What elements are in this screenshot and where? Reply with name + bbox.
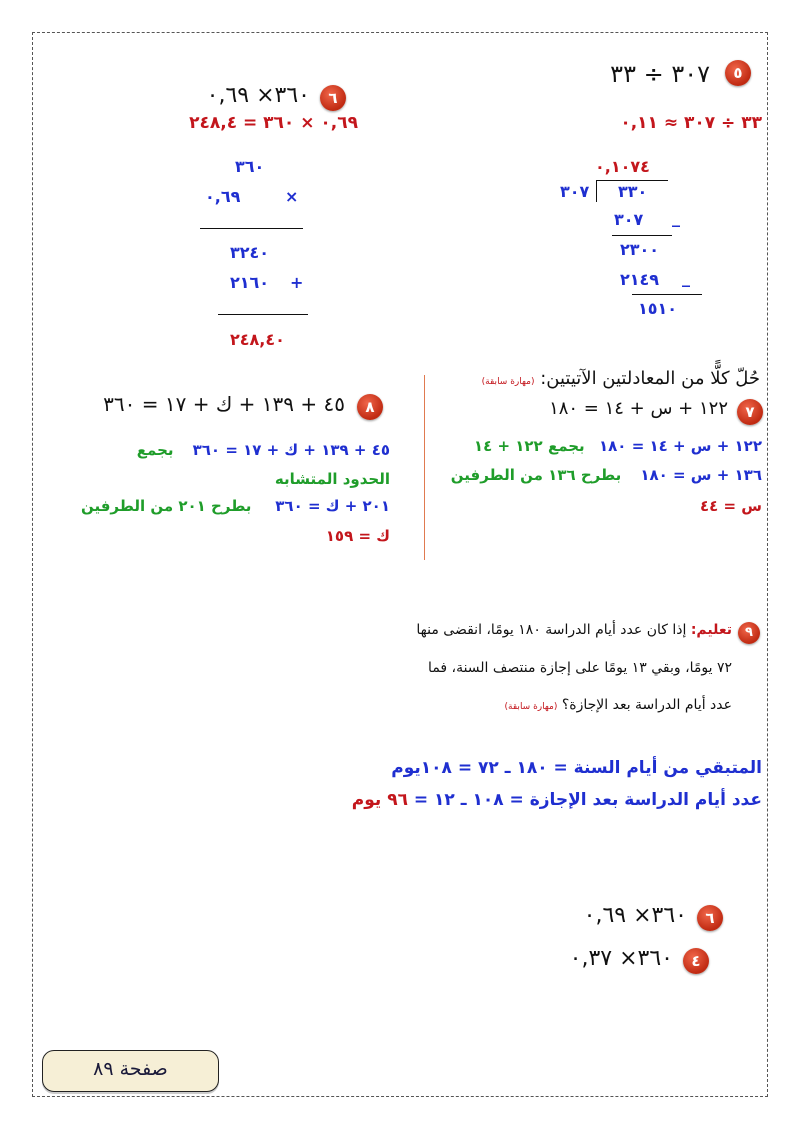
exercise-5-sub2: ٢١٤٩ [620,270,660,289]
exercise-5-problem: ٣٠٧ ÷ ٣٣ [610,60,710,88]
exercise-8-line1-note2: الحدود المتشابه [274,470,390,488]
exercise-8-line2-note: بطرح ٢٠١ من الطرفين [80,497,252,515]
exercise-7-badge: ٧ [737,399,763,425]
exercise-9-solution-1: المتبقي من أيام السنة = ١٨٠ ـ ٧٢ = ١٠٨يوم [391,758,762,778]
exercise-6-answer: ٠,٦٩ × ٣٦٠ = ٢٤٨,٤ [189,113,358,133]
exercise-5-answer: ٣٣ ÷ ٣٠٧ ≈ ٠,١١ [620,113,762,133]
exercise-6-problem: ٣٦٠× ٠,٦٩ [206,83,310,108]
exercise-5-line1 [612,235,672,236]
extra-6-expression: ٣٦٠× ٠,٦٩ [583,903,687,928]
exercise-5-sub1: ٣٠٧ [614,210,644,229]
exercise-5-line2 [632,294,702,295]
exercise-5-sub2-op: _ [682,268,690,287]
exercise-7-skill: (مهارة سابقة) [481,377,535,387]
exercise-9-line1-text: إذا كان عدد أيام الدراسة ١٨٠ يومًا، انقضى منها [416,622,687,638]
exercise-6-line2 [218,314,308,315]
column-divider [424,375,425,560]
exercise-5-rem1: ٢٣٠٠ [620,240,660,259]
exercise-8-line1 [137,441,390,459]
exercise-9-line1 [416,622,732,638]
exercise-6-p2-op: + [290,273,304,292]
exercise-7-line2-note: بطرح ١٣٦ من الطرفين [450,466,622,484]
exercise-7-heading-text: حُلّ كلًّا من المعادلتين الآتيتين: [540,368,760,389]
exercise-8-line2-math: ٢٠١ + ك = ٣٦٠ [275,497,390,515]
exercise-7-line2 [451,466,762,484]
exercise-8-line1-math: ٤٥ + ١٣٩ + ك + ١٧ = ٣٦٠ [192,441,390,459]
exercise-6-p1: ٣٢٤٠ [230,243,270,262]
extra-6-badge: ٦ [697,905,723,931]
exercise-5-badge: ٥ [725,60,751,86]
exercise-9-solution-2-result: ٩٦ يوم [351,790,408,810]
exercise-8-line1-note: بجمع [136,441,174,459]
exercise-8-line2 [81,497,390,515]
exercise-7-line1-math: ١٢٢ + س + ١٤ = ١٨٠ [599,437,762,455]
exercise-7-line2-math: ١٣٦ + س = ١٨٠ [640,466,762,484]
exercise-9-line2: ٧٢ يومًا، وبقي ١٣ يومًا على إجازة منتصف السنة، فما [428,660,732,676]
exercise-6-top: ٣٦٠ [235,157,265,176]
exercise-8-badge: ٨ [357,394,383,420]
exercise-9-line3-text: عدد أيام الدراسة بعد الإجازة؟ [561,697,732,713]
exercise-8-equation: ٤٥ + ١٣٩ + ك + ١٧ = ٣٦٠ [103,392,345,416]
exercise-5-divisor: ٣٠٧ [560,182,590,201]
exercise-5-dividend: ٣٣٠ [618,182,648,201]
exercise-5-rem2: ١٥١٠ [638,299,678,318]
exercise-7-line3: س = ٤٤ [699,497,762,515]
exercise-6-mult-op: × [285,187,299,206]
exercise-6-line1 [200,228,303,229]
page-number-box [42,1050,219,1092]
exercise-7-line1 [474,437,762,455]
exercise-9-skill: (مهارة سابقة) [504,702,558,712]
extra-4-expression: ٣٦٠× ٠,٣٧ [569,946,673,971]
page-number: صفحة ٨٩ [93,1058,168,1080]
exercise-7-equation: ١٢٢ + س + ١٤ = ١٨٠ [549,398,728,419]
exercise-9-title: تعليم: [690,622,732,638]
exercise-6-total: ٢٤٨,٤٠ [230,330,285,349]
exercise-9-solution-2-text: عدد أيام الدراسة بعد الإجازة = ١٠٨ ـ ١٢ = [407,790,762,810]
exercise-5-quotient: ٠,١٠٧٤ [595,157,650,176]
exercise-9-solution-2 [352,790,762,810]
exercise-6-p2: ٢١٦٠ [230,273,270,292]
exercise-7-line1-note: بجمع ١٢٢ + ١٤ [473,437,585,455]
extra-4-badge: ٤ [683,948,709,974]
exercise-9-line3 [505,697,732,713]
exercise-6-mult: ٠,٦٩ [205,187,241,206]
exercise-9-badge: ٩ [738,622,760,644]
exercise-8-line3: ك = ١٥٩ [325,527,390,545]
exercise-5-sub1-op: _ [672,208,680,227]
exercise-7-heading [482,368,760,389]
page-frame [32,32,768,1097]
exercise-6-badge: ٦ [320,85,346,111]
exercise-5-division-bar [596,180,597,202]
exercise-5-division-top [596,180,668,181]
